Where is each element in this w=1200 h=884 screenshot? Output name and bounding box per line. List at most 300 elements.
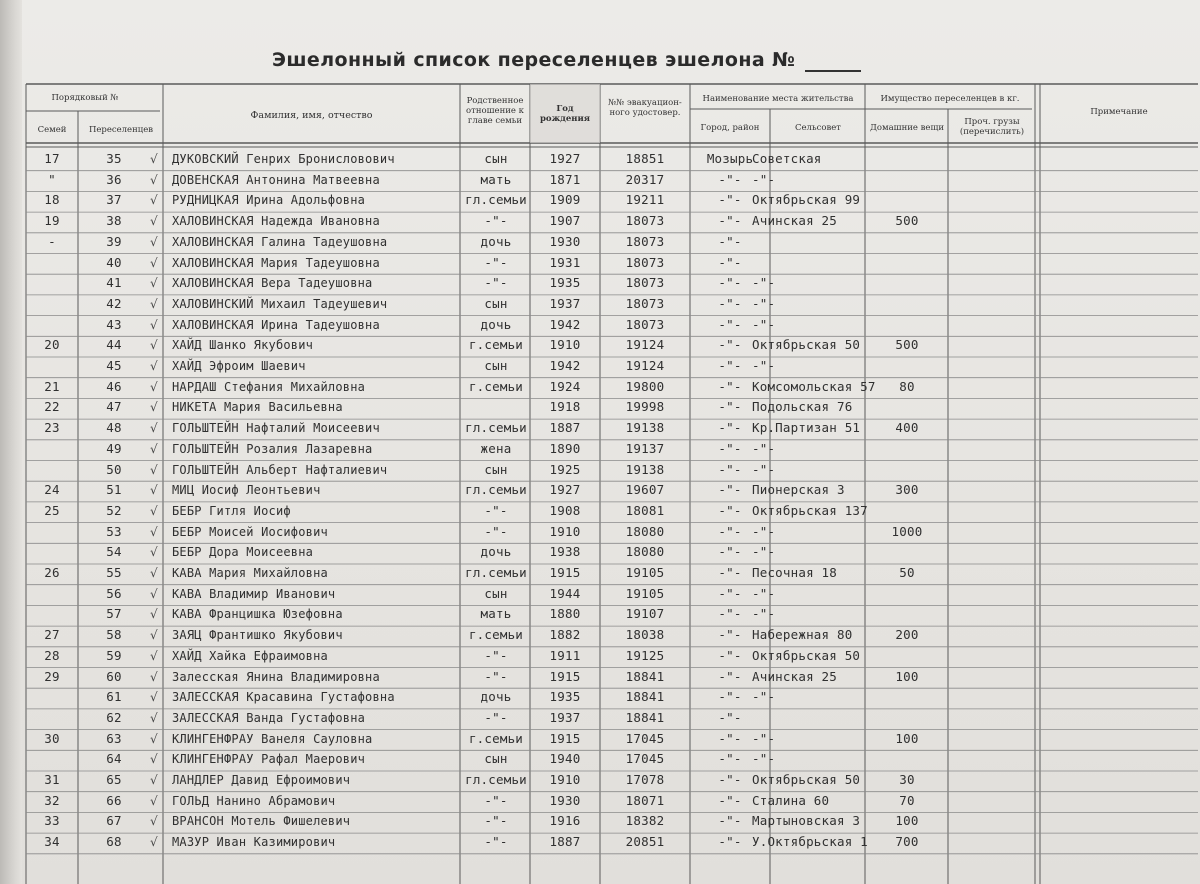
header-property: Имущество переселенцев в кг.	[880, 94, 1020, 104]
cell-village: -"-	[752, 544, 776, 560]
cell-cert: 19124	[625, 337, 665, 353]
cell-village: Октябрьская 99	[752, 192, 861, 208]
checkmark: √	[150, 814, 158, 829]
cell-name: КЛИНГЕНФРАУ Ванеля Сауловна	[172, 731, 373, 746]
cell-village: -"-	[752, 461, 776, 477]
header-household-items: Домашние вещи	[869, 123, 945, 133]
cell-village: Октябрьская 50	[752, 337, 861, 353]
cell-cert: 18851	[625, 151, 665, 166]
checkmark: √	[150, 710, 158, 725]
cell-village: -"-	[752, 689, 776, 705]
cell-name: ВРАНСОН Мотель Фишелевич	[172, 814, 351, 829]
cell-name: ХАЙД Хайка Ефраимовна	[172, 648, 328, 663]
cell-relation: -"-	[484, 647, 508, 663]
cell-relation: -"-	[484, 668, 508, 684]
cell-village: У.Октябрьская 1	[752, 834, 868, 850]
cell-year: 1882	[549, 627, 581, 643]
cell-village: -"-	[752, 585, 776, 601]
cell-village: Песочная 18	[752, 565, 837, 580]
cell-year: 1937	[549, 709, 581, 725]
cell-village: Октябрьская 50	[752, 647, 861, 663]
cell-city: -"-	[718, 585, 742, 601]
cell-family: 34	[44, 834, 60, 850]
cell-year: 1925	[549, 461, 581, 477]
cell-relation: дочь	[480, 316, 512, 332]
cell-cert: 19138	[625, 420, 665, 436]
cell-year: 1927	[549, 482, 581, 498]
cell-kg: 100	[895, 668, 919, 684]
cell-city: -"-	[718, 544, 742, 560]
cell-city: -"-	[718, 440, 742, 456]
cell-city: -"-	[718, 275, 742, 291]
checkmark: √	[150, 483, 158, 498]
cell-settler: 66	[106, 792, 122, 808]
checkmark: √	[150, 296, 158, 311]
cell-name: РУДНИЦКАЯ Ирина Адольфовна	[172, 193, 366, 208]
checkmark: √	[150, 214, 158, 229]
header-evacuation-cert: №№ эвакуацион-ного удостовер.	[608, 98, 682, 118]
cell-city: -"-	[718, 606, 742, 622]
cell-relation: -"-	[484, 813, 508, 829]
cell-settler: 46	[106, 378, 122, 394]
cell-village: Набережная 80	[752, 627, 853, 643]
cell-cert: 19998	[625, 399, 665, 415]
cell-year: 1907	[549, 213, 581, 229]
cell-year: 1911	[549, 647, 581, 663]
cell-village: -"-	[752, 275, 776, 291]
cell-city: -"-	[718, 233, 742, 249]
cell-year: 1942	[549, 316, 581, 332]
checkmark: √	[150, 524, 158, 539]
cell-city: -"-	[718, 689, 742, 705]
cell-settler: 51	[106, 482, 122, 498]
cell-year: 1915	[549, 565, 581, 580]
cell-year: 1930	[549, 233, 581, 249]
cell-cert: 19125	[625, 647, 665, 663]
header-other-cargo: Проч. грузы (перечислить)	[959, 117, 1025, 137]
cell-relation: -"-	[484, 502, 508, 518]
cell-year: 1910	[549, 337, 581, 353]
checkmark: √	[150, 545, 158, 560]
cell-city: -"-	[718, 337, 742, 353]
cell-name: ЗАЯЦ Франтишко Якубович	[172, 628, 343, 643]
cell-kg: 500	[895, 213, 919, 229]
cell-name: НИКЕТА Мария Васильевна	[172, 400, 343, 415]
cell-cert: 19137	[625, 440, 665, 456]
cell-settler: 48	[106, 420, 122, 436]
cell-family: 21	[44, 378, 60, 394]
cell-settler: 55	[106, 565, 122, 580]
cell-family: 31	[44, 772, 60, 787]
checkmark: √	[150, 276, 158, 291]
cell-settler: 40	[106, 254, 122, 270]
header-relation: Родственное отношение к главе семьи	[466, 96, 524, 126]
cell-cert: 17045	[625, 730, 665, 746]
checkmark: √	[150, 793, 158, 808]
cell-settler: 60	[106, 668, 122, 684]
checkmark: √	[150, 628, 158, 643]
cell-settler: 65	[106, 772, 122, 787]
cell-year: 1918	[549, 399, 581, 415]
cell-village: -"-	[752, 316, 776, 332]
cell-village: -"-	[752, 730, 776, 746]
cell-year: 1887	[549, 420, 581, 436]
cell-year: 1931	[549, 254, 581, 270]
cell-relation: сын	[484, 461, 508, 477]
checkmark: √	[150, 172, 158, 187]
cell-family: 33	[44, 813, 60, 829]
cell-cert: 18073	[625, 233, 665, 249]
cell-name: КАВА Мария Михайловна	[172, 566, 328, 580]
cell-village: Комсомольская 57	[752, 378, 876, 394]
checkmark: √	[150, 234, 158, 249]
checkmark: √	[150, 441, 158, 456]
cell-settler: 39	[106, 233, 122, 249]
cell-name: ХАЛОВИНСКАЯ Мария Тадеушовна	[172, 255, 380, 270]
checkmark: √	[150, 193, 158, 208]
cell-relation: -"-	[484, 523, 508, 539]
cell-name: ГОЛЬШТЕЙН Нафталий Моисеевич	[172, 421, 380, 436]
cell-relation: сын	[484, 358, 508, 373]
cell-name: ХАЛОВИНСКАЯ Вера Тадеушовна	[172, 276, 373, 291]
cell-city: Мозырь	[706, 151, 754, 166]
cell-name: ЛАНДЛЕР Давид Ефроимович	[172, 773, 351, 787]
checkmark: √	[150, 690, 158, 705]
cell-city: -"-	[718, 730, 742, 746]
cell-kg: 1000	[891, 523, 923, 539]
cell-name: ХАЙД Шанко Якубович	[172, 338, 314, 353]
header-city-district: Город, район	[700, 123, 760, 133]
cell-kg: 200	[895, 627, 919, 643]
cell-cert: 18080	[625, 523, 665, 539]
cell-city: -"-	[718, 523, 742, 539]
cell-settler: 44	[106, 337, 122, 353]
cell-cert: 19211	[625, 192, 665, 208]
cell-relation: жена	[480, 440, 512, 456]
cell-kg: 80	[899, 378, 915, 394]
cell-city: -"-	[718, 192, 742, 208]
cell-city: -"-	[718, 709, 742, 725]
cell-cert: 19105	[625, 565, 665, 580]
cell-year: 1942	[549, 358, 581, 373]
cell-year: 1887	[549, 834, 581, 850]
cell-name: ГОЛЬД Нанино Абрамович	[172, 793, 336, 808]
header-full-name: Фамилия, имя, отчество	[250, 110, 373, 121]
cell-kg: 100	[895, 730, 919, 746]
cell-relation: гл.семьи	[465, 420, 527, 436]
cell-relation: -"-	[484, 275, 508, 291]
cell-name: ХАЛОВИНСКИЙ Михаил Тадеушевич	[172, 296, 388, 311]
cell-settler: 36	[106, 171, 122, 187]
cell-kg: 100	[895, 813, 919, 829]
header-birth-year: Год рождения	[539, 104, 591, 124]
cell-village: -"-	[752, 751, 776, 767]
cell-name: МАЗУР Иван Казимирович	[172, 835, 336, 850]
cell-city: -"-	[718, 213, 742, 229]
cell-name: ДОВЕНСКАЯ Антонина Матвеевна	[172, 172, 380, 187]
cell-cert: 18841	[625, 668, 665, 684]
cell-city: -"-	[718, 461, 742, 477]
cell-year: 1916	[549, 813, 581, 829]
cell-year: 1935	[549, 689, 581, 705]
cell-cert: 19800	[625, 378, 665, 394]
cell-year: 1930	[549, 792, 581, 808]
cell-relation: г.семьи	[468, 337, 524, 353]
cell-family: 23	[44, 420, 60, 436]
cell-settler: 47	[106, 399, 122, 415]
cell-name: БЕБР Гитля Иосиф	[172, 503, 291, 518]
cell-village: Сталина 60	[752, 792, 830, 808]
cell-name: ХАЛОВИНСКАЯ Ирина Тадеушовна	[172, 317, 380, 332]
cell-cert: 18841	[625, 689, 665, 705]
cell-settler: 59	[106, 647, 122, 663]
cell-city: -"-	[718, 482, 742, 498]
checkmark: √	[150, 773, 158, 787]
cell-family: 22	[44, 399, 60, 415]
cell-name: КЛИНГЕНФРАУ Рафал Маерович	[172, 752, 366, 767]
cell-relation: дочь	[480, 544, 512, 560]
cell-year: 1871	[549, 171, 581, 187]
cell-name: БЕБР Моисей Иосифович	[172, 524, 328, 539]
cell-year: 1909	[549, 192, 581, 208]
cell-city: -"-	[718, 399, 742, 415]
cell-family: -	[48, 233, 56, 249]
cell-year: 1915	[549, 668, 581, 684]
checkmark: √	[150, 835, 158, 850]
checkmark: √	[150, 669, 158, 684]
checkmark: √	[150, 379, 158, 394]
cell-settler: 49	[106, 440, 122, 456]
cell-family: 27	[44, 627, 60, 643]
cell-settler: 35	[106, 151, 122, 166]
cell-cert: 18382	[625, 813, 665, 829]
cell-year: 1944	[549, 585, 581, 601]
cell-relation: сын	[484, 295, 508, 311]
cell-city: -"-	[718, 772, 742, 787]
cell-settler: 50	[106, 461, 122, 477]
cell-settler: 43	[106, 316, 122, 332]
cell-settler: 42	[106, 295, 122, 311]
cell-village: Подольская 76	[752, 399, 853, 415]
cell-city: -"-	[718, 358, 742, 373]
cell-relation: сын	[484, 585, 508, 601]
cell-relation: гл.семьи	[465, 192, 527, 208]
cell-city: -"-	[718, 668, 742, 684]
checkmark: √	[150, 421, 158, 436]
cell-year: 1937	[549, 295, 581, 311]
cell-cert: 20317	[625, 171, 665, 187]
checkmark: √	[150, 731, 158, 746]
cell-cert: 18073	[625, 316, 665, 332]
cell-city: -"-	[718, 254, 742, 270]
cell-cert: 18038	[625, 627, 665, 643]
cell-family: 18	[44, 192, 60, 208]
cell-city: -"-	[718, 565, 742, 580]
checkmark: √	[150, 338, 158, 353]
cell-relation: г.семьи	[468, 378, 524, 394]
cell-name: ХАЛОВИНСКАЯ Надежда Ивановна	[172, 214, 380, 229]
cell-settler: 56	[106, 585, 122, 601]
cell-settler: 53	[106, 523, 122, 539]
cell-relation: дочь	[480, 233, 512, 249]
cell-name: ЗАЛЕССКАЯ Красавина Густафовна	[172, 690, 395, 705]
cell-city: -"-	[718, 792, 742, 808]
cell-village: Ачинская 25	[752, 213, 837, 229]
checkmark: √	[150, 359, 158, 373]
cell-settler: 64	[106, 751, 122, 767]
cell-family: 17	[44, 151, 60, 166]
cell-city: -"-	[718, 295, 742, 311]
cell-settler: 54	[106, 544, 122, 560]
cell-family: 26	[44, 565, 60, 580]
cell-name: БЕБР Дора Моисеевна	[172, 545, 314, 560]
cell-kg: 30	[899, 772, 915, 787]
cell-village: Кр.Партизан 51	[752, 420, 861, 436]
cell-village: Пионерская 3	[752, 482, 845, 498]
cell-kg: 300	[895, 482, 919, 498]
cell-relation: г.семьи	[468, 730, 524, 746]
cell-kg: 700	[895, 834, 919, 850]
cell-name: ХАЙД Эфроим Шаевич	[172, 359, 306, 373]
header-note: Примечание	[1090, 107, 1148, 117]
cell-family: 19	[44, 213, 60, 229]
cell-village: Октябрьская 137	[752, 502, 868, 518]
cell-settler: 57	[106, 606, 122, 622]
cell-village: Ачинская 25	[752, 668, 837, 684]
cell-relation: -"-	[484, 709, 508, 725]
cell-cert: 19105	[625, 585, 665, 601]
cell-cert: 18073	[625, 213, 665, 229]
cell-cert: 17078	[625, 772, 665, 787]
cell-cert: 19607	[625, 482, 665, 498]
cell-family: 32	[44, 792, 60, 808]
cell-name: ГОЛЬШТЕЙН Альберт Нафталиевич	[172, 462, 388, 477]
cell-cert: 18071	[625, 792, 665, 808]
checkmark: √	[150, 317, 158, 332]
cell-settler: 58	[106, 627, 122, 643]
header-families: Семей	[37, 125, 67, 135]
checkmark: √	[150, 503, 158, 518]
cell-relation: сын	[484, 151, 508, 166]
cell-kg: 400	[895, 420, 919, 436]
cell-kg: 50	[899, 565, 915, 580]
page-title: Эшелонный список переселенцев эшелона №	[272, 49, 796, 71]
cell-year: 1924	[549, 378, 581, 394]
cell-city: -"-	[718, 834, 742, 850]
cell-city: -"-	[718, 627, 742, 643]
cell-year: 1880	[549, 606, 581, 622]
cell-year: 1940	[549, 751, 581, 767]
cell-year: 1910	[549, 772, 581, 787]
cell-relation: сын	[484, 751, 508, 767]
checkmark: √	[150, 566, 158, 580]
cell-name: ХАЛОВИНСКАЯ Галина Тадеушовна	[172, 234, 388, 249]
cell-year: 1938	[549, 544, 581, 560]
cell-village: Советская	[752, 151, 822, 166]
cell-name: ЗАЛЕССКАЯ Ванда Густафовна	[172, 710, 366, 725]
header-village-council: Сельсовет	[795, 123, 841, 133]
cell-kg: 500	[895, 337, 919, 353]
header-settlers: Переселенцев	[88, 125, 154, 135]
cell-settler: 38	[106, 213, 122, 229]
cell-year: 1935	[549, 275, 581, 291]
cell-village: -"-	[752, 440, 776, 456]
checkmark: √	[150, 152, 158, 166]
cell-name: МИЦ Иосиф Леонтьевич	[172, 483, 321, 498]
cell-year: 1910	[549, 523, 581, 539]
cell-family: 28	[44, 647, 60, 663]
cell-settler: 68	[106, 834, 122, 850]
cell-cert: 19138	[625, 461, 665, 477]
cell-name: Залесская Янина Владимировна	[172, 669, 380, 684]
cell-family: 25	[44, 502, 60, 518]
cell-city: -"-	[718, 420, 742, 436]
cell-family: 30	[44, 730, 60, 746]
checkmark: √	[150, 607, 158, 622]
cell-relation: дочь	[480, 689, 512, 705]
cell-name: КАВА Францишка Юзефовна	[172, 607, 343, 622]
cell-cert: 18841	[625, 709, 665, 725]
cell-cert: 17045	[625, 751, 665, 767]
cell-relation: гл.семьи	[465, 482, 527, 498]
cell-settler: 41	[106, 275, 122, 291]
cell-village: Мартыновская 3	[752, 813, 861, 829]
cell-name: НАРДАШ Стефания Михайловна	[172, 379, 366, 394]
cell-cert: 19124	[625, 358, 665, 373]
cell-cert: 20851	[625, 834, 665, 850]
cell-name: КАВА Владимир Иванович	[172, 586, 336, 601]
cell-cert: 18073	[625, 254, 665, 270]
cell-relation: мать	[480, 171, 512, 187]
checkmark: √	[150, 462, 158, 477]
cell-village: Октябрьская 50	[752, 772, 861, 787]
cell-city: -"-	[718, 647, 742, 663]
cell-relation: -"-	[484, 254, 508, 270]
cell-year: 1908	[549, 502, 581, 518]
cell-city: -"-	[718, 502, 742, 518]
cell-name: ГОЛЬШТЕЙН Розалия Лазаревна	[172, 441, 373, 456]
checkmark: √	[150, 255, 158, 270]
cell-settler: 63	[106, 730, 122, 746]
cell-city: -"-	[718, 316, 742, 332]
cell-settler: 62	[106, 709, 122, 725]
cell-city: -"-	[718, 171, 742, 187]
cell-city: -"-	[718, 378, 742, 394]
cell-relation: -"-	[484, 213, 508, 229]
cell-cert: 18081	[625, 502, 665, 518]
cell-settler: 67	[106, 813, 122, 829]
checkmark: √	[150, 586, 158, 601]
header-order-number: Порядковый №	[51, 93, 119, 103]
cell-family: "	[48, 171, 56, 187]
checkmark: √	[150, 752, 158, 767]
cell-village: -"-	[752, 295, 776, 311]
cell-settler: 37	[106, 192, 122, 208]
cell-cert: 19107	[625, 606, 665, 622]
cell-city: -"-	[718, 813, 742, 829]
cell-settler: 45	[106, 358, 122, 373]
cell-family: 29	[44, 668, 60, 684]
cell-name: ДУКОВСКИЙ Генрих Бронисловович	[172, 152, 395, 166]
cell-year: 1927	[549, 151, 581, 166]
cell-relation: -"-	[484, 792, 508, 808]
cell-family: 20	[44, 337, 60, 353]
cell-relation: гл.семьи	[465, 565, 527, 580]
cell-relation: мать	[480, 606, 512, 622]
cell-year: 1915	[549, 730, 581, 746]
cell-relation: г.семьи	[468, 627, 524, 643]
cell-cert: 18073	[625, 275, 665, 291]
